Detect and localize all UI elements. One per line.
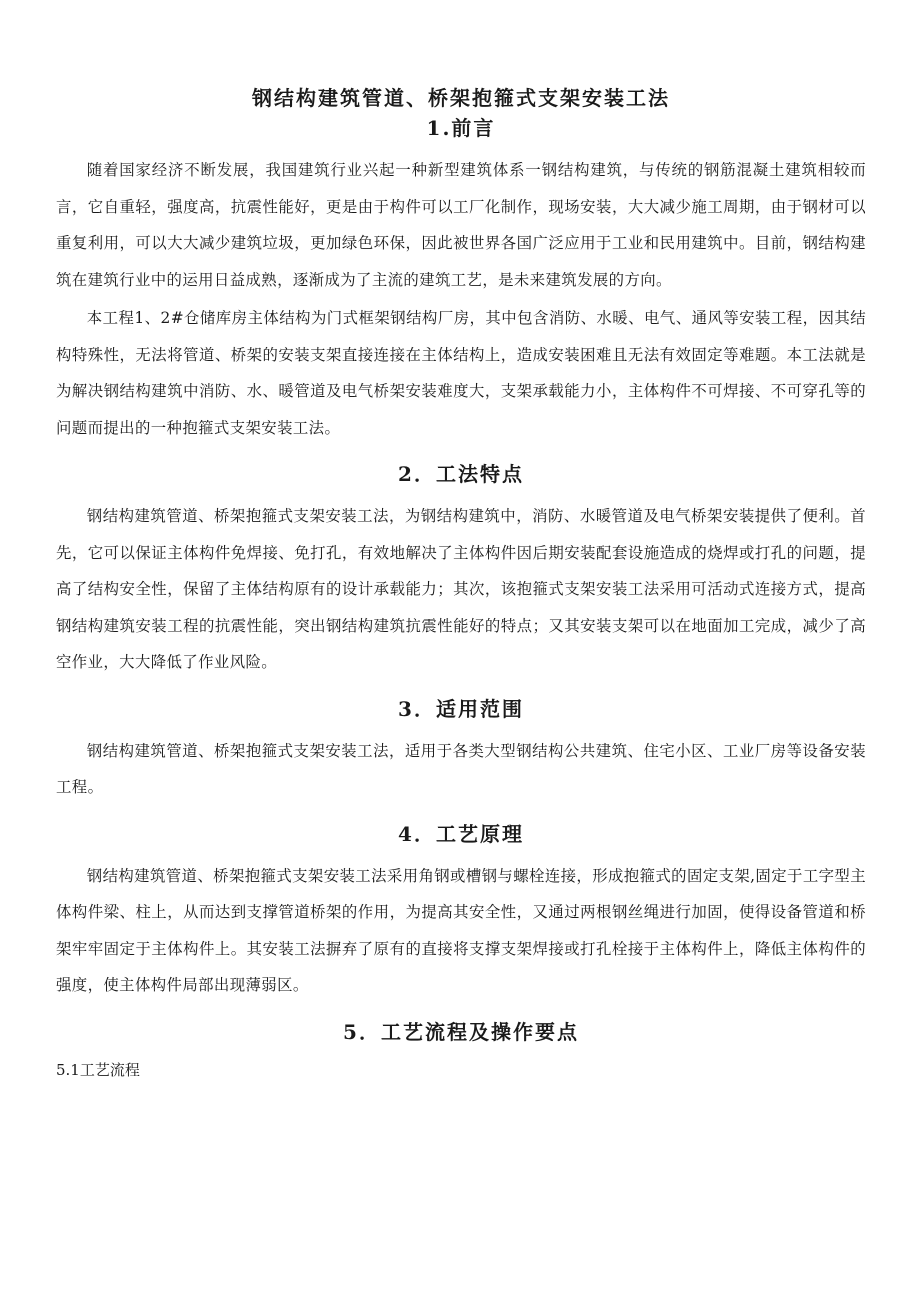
section-4-paragraph-1: 钢结构建筑管道、桥架抱箍式支架安装工法采用角钢或槽钢与螺栓连接，形成抱箍式的固定支架,固定于工字型主体构件梁、柱上，从而达到支撑管道桥架的作用，为提高其安全性，又通过两根钢丝绳进行加固，使得设备管道和桥架牢牢固定于主体构件上。其安装工法摒弃了原有的直接将支撑支架焊接或打孔栓接于主体构件上，降低主体构件的强度，使主体构件局部出现薄弱区。 (56, 866, 866, 994)
subsection-heading-5-1: 5.1工艺流程 (56, 1060, 140, 1079)
section-2-paragraph-1: 钢结构建筑管道、桥架抱箍式支架安装工法，为钢结构建筑中，消防、水暖管道及电气桥架安装提供了便利。首先，它可以保证主体构件免焊接、免打孔，有效地解决了主体构件因后期安装配套设施造成的烧焊或打孔的问题，提高了结构安全性，保留了主体结构原有的设计承载能力；其次，该抱箍式支架安装工法采用可活动式连接方式，提高钢结构建筑安装工程的抗震性能，突出钢结构建筑抗震性能好的特点；又其安装支架可以在地面加工完成，减少了高空作业，大大降低了作业风险。 (56, 507, 866, 671)
section-heading-2: 2．工法特点 (398, 462, 524, 486)
section-heading-4: 4．工艺原理 (398, 821, 524, 846)
section-heading-3: 3．适用范围 (398, 696, 524, 721)
document-title: 钢结构建筑管道、桥架抱箍式支架安装工法 (252, 86, 670, 110)
section-1-paragraph-2: 本工程1、2#仓储库房主体结构为门式框架钢结构厂房，其中包含消防、水暖、电气、通风等安装工程，因其结构特殊性，无法将管道、桥架的安装支架直接连接在主体结构上，造成安装困难且无法有效固定等难题。本工法就是为解决钢结构建筑中消防、水、暖管道及电气桥架安装难度大，支架承载能力小，主体构件不可焊接、不可穿孔等的问题而提出的一种抱箍式支架安装工法。 (56, 309, 866, 437)
section-1-paragraph-1: 随着国家经济不断发展，我国建筑行业兴起一种新型建筑体系一钢结构建筑，与传统的钢筋混凝土建筑相较而言，它自重轻，强度高，抗震性能好，更是由于构件可以工厂化制作，现场安装，大大减少施工周期，由于钢材可以重复利用，可以大大减少建筑垃圾，更加绿色环保，因此被世界各国广泛应用于工业和民用建筑中。目前，钢结构建筑在建筑行业中的运用日益成熟，逐渐成为了主流的建筑工艺，是未来建筑发展的方向。 (56, 161, 866, 289)
section-heading-5: 5．工艺流程及操作要点 (343, 1019, 579, 1044)
document-page (56, 84, 866, 1084)
section-3-paragraph-1: 钢结构建筑管道、桥架抱箍式支架安装工法，适用于各类大型钢结构公共建筑、住宅小区、工业厂房等设备安装工程。 (56, 741, 866, 796)
section-heading-1: 1.前言 (426, 116, 496, 140)
